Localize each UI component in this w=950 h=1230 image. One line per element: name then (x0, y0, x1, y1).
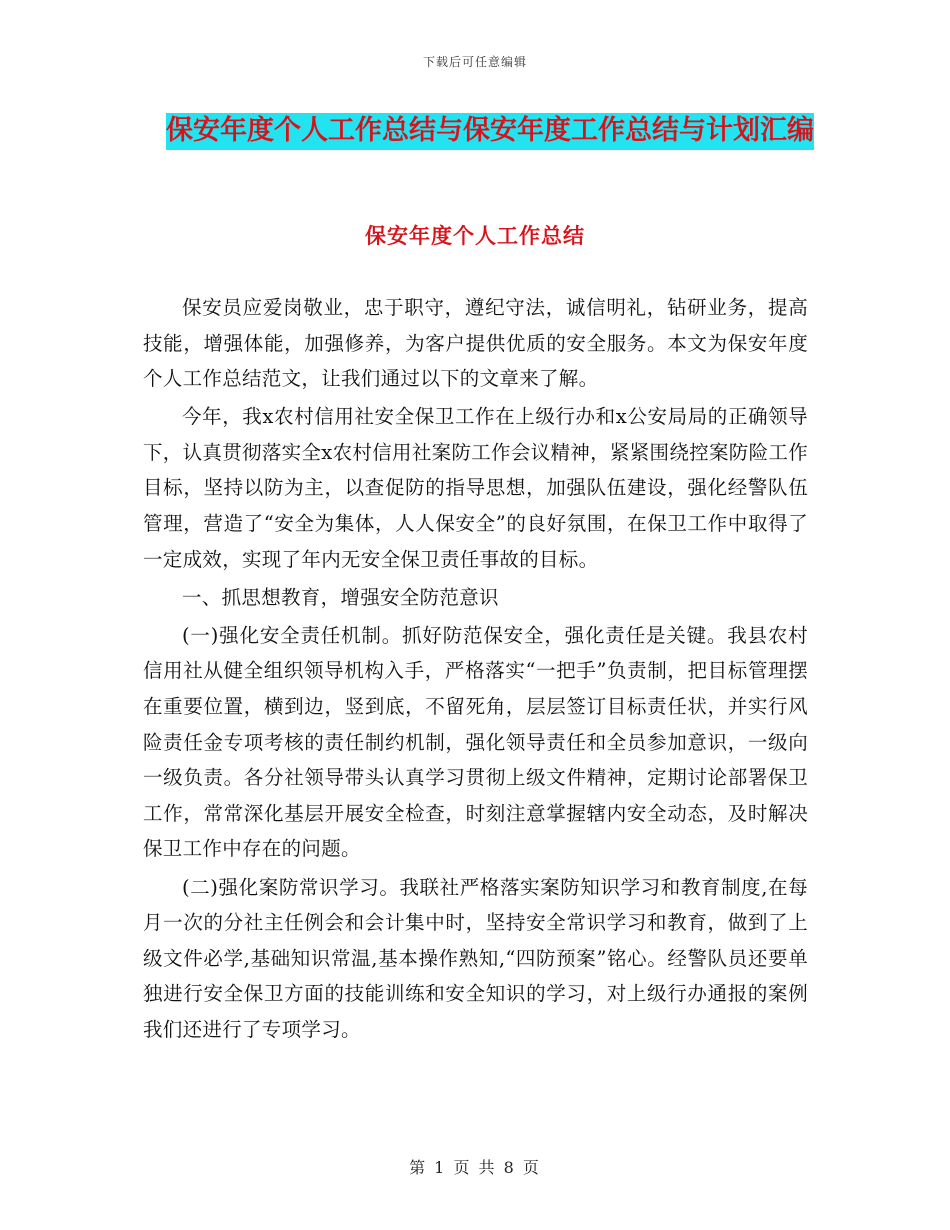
document-body (143, 290, 808, 1047)
page-indicator: 第 1 页 共 8 页 (409, 1158, 541, 1177)
document-title-text: 保安年度个人工作总结与保安年度工作总结与计划汇编 (166, 113, 814, 150)
paragraph-intro: 保安员应爱岗敬业，忠于职守，遵纪守法，诚信明礼，钻研业务，提高技能，增强体能，加强修养，为客户提供优质的安全服务。本文为保安年度个人工作总结范文，让我们通过以下的文章来了解。 (143, 296, 808, 391)
paragraph-overview: 今年，我x农村信用社安全保卫工作在上级行办和x公安局局的正确领导下，认真贯彻落实全x农村信用社案防工作会议精神，紧紧围绕控案防险工作目标，坚持以防为主，以查促防的指导思想，加强队伍建设，强化经警队伍管理，营造了“安全为集体，人人保安全”的良好氛围，在保卫工作中取得了一定成效，实现了年内无安全保卫责任事故的目标。 (143, 405, 808, 571)
document-title (150, 108, 830, 154)
header-note: 下载后可任意编辑 (422, 55, 527, 69)
paragraph-responsibility: (一)强化安全责任机制。抓好防范保安全，强化责任是关键。我县农村信用社从健全组织领导机构入手，严格落实“一把手”负责制，把目标管理摆在重要位置，横到边，竖到底，不留死角，层层签订目标责任状，并实行风险责任金专项考核的责任制约机制，强化领导责任和全员参加意识，一级向一级负责。各分社领导带头认真学习贯彻上级文件精神，定期讨论部署保卫工作，常常深化基层开展安全检查，时刻注意掌握辖内安全动态，及时解决保卫工作中存在的问题。 (143, 623, 808, 861)
heading-1: 一、抓思想教育，增强安全防范意识 (182, 585, 499, 609)
section-title: 保安年度个人工作总结 (365, 223, 585, 248)
paragraph-knowledge: (二)强化案防常识学习。我联社严格落实案防知识学习和教育制度,在每月一次的分社主任例会和会计集中时，坚持安全常识学习和教育，做到了上级文件必学,基础知识常温,基本操作熟知,“四防预案”铭心。经警队员还要单独进行安全保卫方面的技能训练和安全知识的学习，对上级行办通报的案例我们还进行了专项学习。 (143, 875, 808, 1041)
